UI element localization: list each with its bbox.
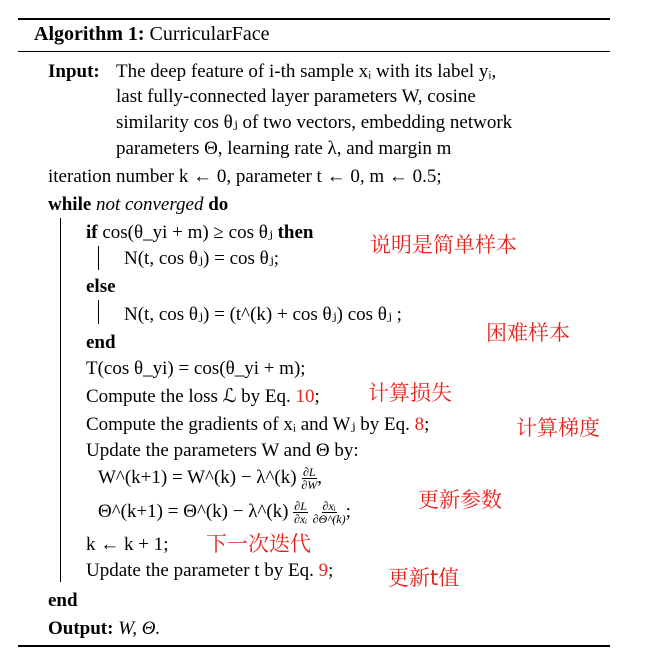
annotation-hard-sample: 困难样本 bbox=[486, 321, 570, 345]
then-keyword: then bbox=[277, 222, 314, 243]
theta-frac2-den: ∂Θ^(k) bbox=[312, 512, 346, 526]
input-line-4: parameters Θ, learning rate λ, and margin m bbox=[116, 138, 452, 159]
input-line-1: The deep feature of i-th sample xᵢ with its label yᵢ, bbox=[116, 61, 497, 82]
w-update bbox=[98, 466, 322, 491]
if-line bbox=[86, 222, 314, 244]
theta-frac1-num: ∂L bbox=[294, 499, 307, 513]
bottom-rule bbox=[18, 645, 610, 647]
annotation-update-params: 更新参数 bbox=[418, 488, 502, 512]
if-condition: cos(θ_yi + m) ≥ cos θⱼ bbox=[102, 222, 273, 243]
loss-line bbox=[86, 386, 320, 408]
while-condition: not converged bbox=[96, 194, 204, 215]
annotation-compute-gradient: 计算梯度 bbox=[516, 416, 600, 440]
end-while-keyword: end bbox=[48, 590, 78, 611]
else-block-line bbox=[98, 300, 99, 324]
theta-update-lhs: Θ^(k+1) = Θ^(k) − λ^(k) bbox=[98, 500, 289, 522]
init-line: iteration number k ← 0, parameter t ← 0, m ← 0.5; bbox=[48, 166, 442, 187]
else-keyword: else bbox=[86, 276, 116, 297]
grad-eq-ref[interactable]: 8 bbox=[414, 414, 425, 435]
annotation-update-t: 更新t值 bbox=[388, 566, 460, 590]
theta-frac2-num: ∂xᵢ bbox=[322, 499, 336, 513]
annotation-compute-loss: 计算损失 bbox=[368, 381, 452, 405]
update-line: Update the parameters W and Θ by: bbox=[86, 440, 359, 461]
annotation-next-iteration: 下一次迭代 bbox=[206, 532, 311, 556]
input-line-3: similarity cos θⱼ of two vectors, embedding network bbox=[116, 112, 513, 133]
w-update-fraction bbox=[301, 466, 317, 491]
output-line bbox=[48, 618, 160, 640]
w-update-lhs: W^(k+1) = W^(k) − λ^(k) bbox=[98, 466, 297, 488]
annotation-easy-sample: 说明是简单样本 bbox=[370, 233, 517, 257]
t-update-text: Update the parameter t by Eq. bbox=[86, 560, 314, 581]
input-label: Input: bbox=[48, 61, 100, 82]
algorithm-name: CurricularFace bbox=[149, 23, 270, 45]
loss-eq-ref[interactable]: 10 bbox=[295, 386, 315, 407]
top-rule bbox=[18, 18, 610, 20]
theta-update-tail: ; bbox=[345, 500, 351, 522]
grad-tail: ; bbox=[424, 414, 430, 435]
while-keyword: while bbox=[48, 194, 92, 215]
if-block-line bbox=[98, 246, 99, 270]
output-value: W, Θ. bbox=[118, 618, 161, 639]
grad-line bbox=[86, 414, 429, 436]
while-line bbox=[48, 194, 228, 216]
do-keyword: do bbox=[208, 194, 229, 215]
algorithm-header bbox=[34, 23, 270, 45]
loss-tail: ; bbox=[314, 386, 320, 407]
t-update-eq-ref[interactable]: 9 bbox=[318, 560, 329, 581]
t-line: T(cos θ_yi) = cos(θ_yi + m); bbox=[86, 358, 306, 379]
end-if-keyword: end bbox=[86, 332, 116, 353]
theta-update bbox=[98, 500, 351, 525]
theta-frac-1 bbox=[293, 500, 308, 525]
w-frac-den: ∂W bbox=[301, 478, 318, 492]
input-line-2: last fully-connected layer parameters W, cosine bbox=[116, 86, 476, 107]
grad-text: Compute the gradients of xᵢ and Wⱼ by Eq. bbox=[86, 414, 410, 435]
loss-text: Compute the loss ℒ by Eq. bbox=[86, 386, 291, 407]
output-label: Output: bbox=[48, 618, 114, 639]
if-keyword: if bbox=[86, 222, 98, 243]
else-body: N(t, cos θⱼ) = (t^(k) + cos θⱼ) cos θⱼ ; bbox=[124, 304, 402, 325]
theta-frac-2 bbox=[313, 500, 346, 525]
if-body: N(t, cos θⱼ) = cos θⱼ; bbox=[124, 248, 280, 269]
t-update-line bbox=[86, 560, 333, 582]
algorithm-label: Algorithm 1: bbox=[34, 23, 145, 45]
header-rule bbox=[18, 51, 610, 52]
k-line: k ← k + 1; bbox=[86, 534, 169, 555]
theta-frac1-den: ∂xᵢ bbox=[293, 512, 308, 526]
w-frac-num: ∂L bbox=[303, 465, 316, 479]
while-block-line bbox=[60, 218, 61, 582]
w-update-tail: , bbox=[317, 466, 323, 488]
t-update-tail: ; bbox=[328, 560, 334, 581]
